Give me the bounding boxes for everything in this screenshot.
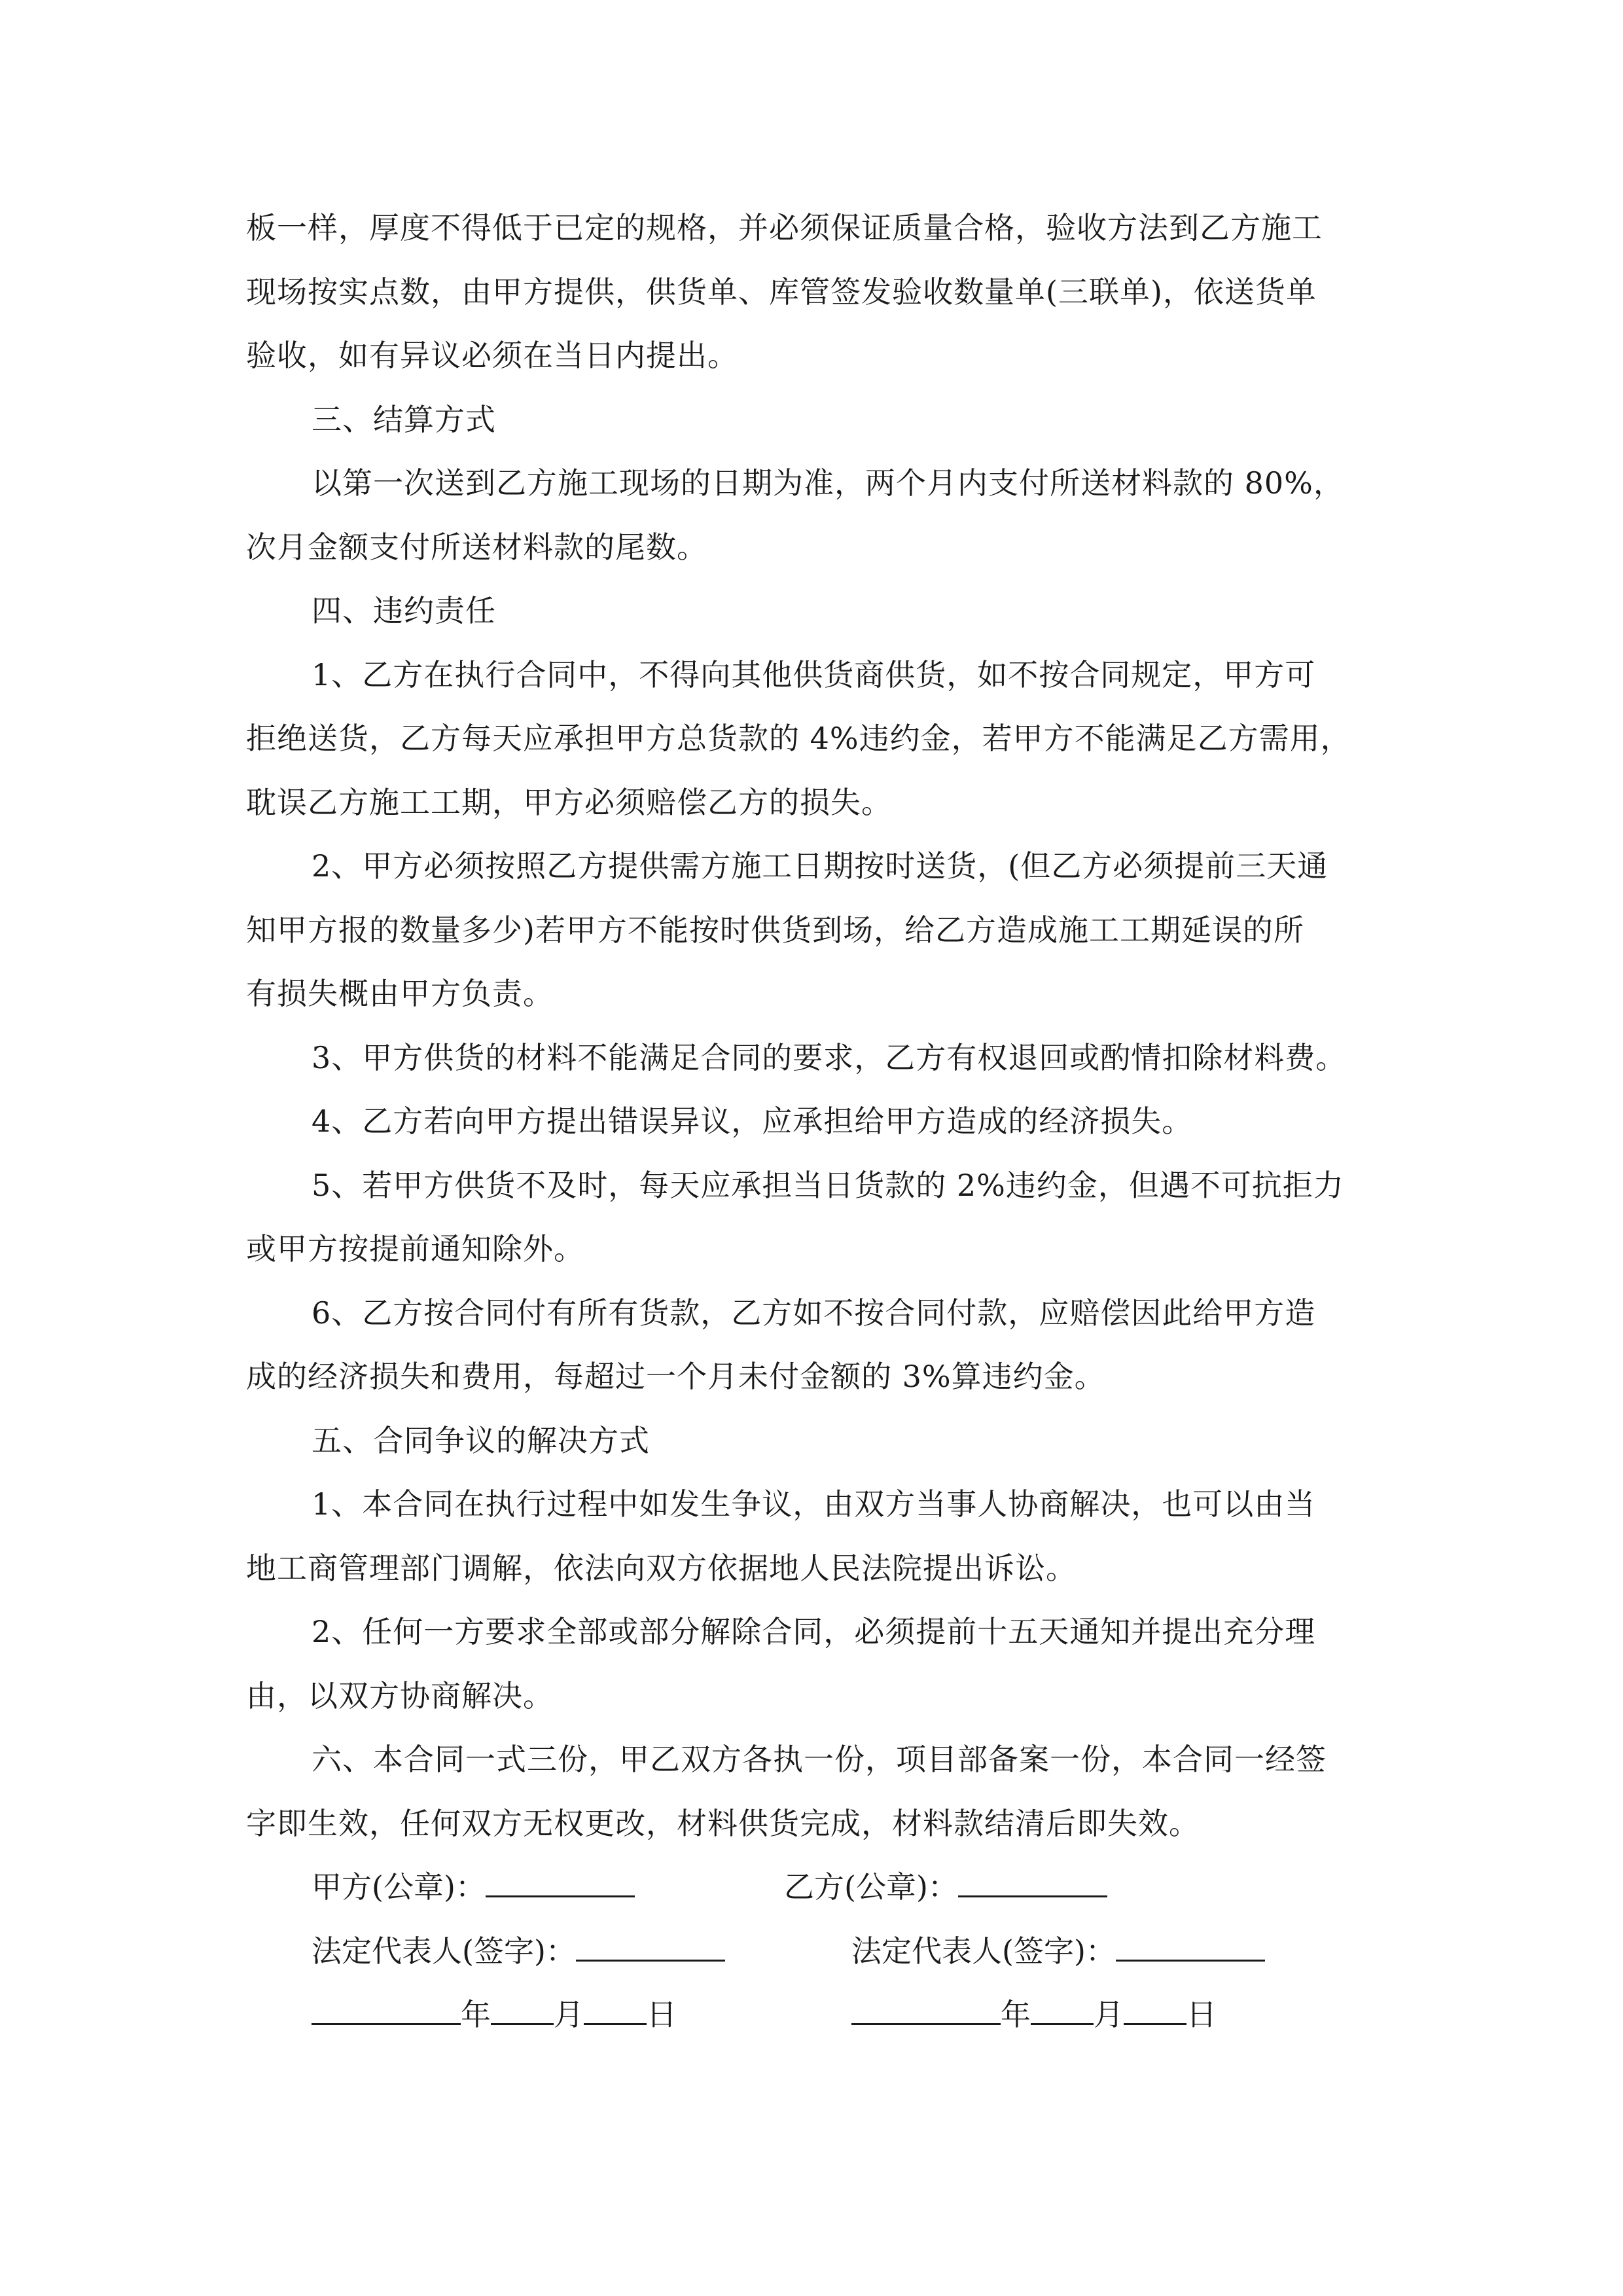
- text-line: 板一样，厚度不得低于已定的规格，并必须保证质量合格，验收方法到乙方施工: [246, 210, 1323, 245]
- text-line: 字即生效，任何双方无权更改，材料供货完成，材料款结清后即失效。: [246, 1805, 1200, 1841]
- text-line: 验收，如有异议必须在当日内提出。: [246, 338, 738, 373]
- clause-line: 3、甲方供货的材料不能满足合同的要求，乙方有权退回或酌情扣除材料费。: [312, 1039, 1347, 1075]
- text-line: 耽误乙方施工工期，甲方必须赔偿乙方的损失。: [246, 784, 892, 820]
- year-label: 年: [1001, 1997, 1031, 2032]
- text-line: 次月金额支付所送材料款的尾数。: [246, 529, 707, 565]
- party-b-seal-label: 乙方(公章)：: [784, 1869, 958, 1905]
- party-a-month-blank: [491, 1990, 554, 2025]
- signature-row-seal: [246, 1856, 1385, 1920]
- section-heading-settlement: 三、结算方式: [312, 401, 496, 437]
- signature-row-rep: [246, 1920, 1385, 1984]
- party-a-rep: [312, 1920, 725, 1984]
- party-a-year-blank: [312, 1990, 461, 2025]
- text-line: 知甲方报的数量多少)若甲方不能按时供货到场，给乙方造成施工工期延误的所: [246, 912, 1304, 948]
- day-label: 日: [1186, 1997, 1217, 2032]
- day-label: 日: [647, 1997, 677, 2032]
- party-a-rep-blank: [576, 1927, 725, 1962]
- contract-body: [246, 196, 1385, 2047]
- text-line: 由，以双方协商解决。: [246, 1677, 554, 1713]
- party-b-date: [851, 1983, 1217, 2047]
- section-heading-liability: 四、违约责任: [312, 593, 496, 628]
- clause-line: 1、乙方在执行合同中，不得向其他供货商供货，如不按合同规定，甲方可: [312, 656, 1316, 692]
- section-heading-dispute: 五、合同争议的解决方式: [312, 1422, 650, 1458]
- party-b-month-blank: [1031, 1990, 1094, 2025]
- clause-line: 1、本合同在执行过程中如发生争议，由双方当事人协商解决，也可以由当: [312, 1486, 1316, 1522]
- party-b-seal-blank: [958, 1863, 1107, 1897]
- party-a-seal-blank: [486, 1863, 635, 1897]
- party-a-date: [312, 1983, 677, 2047]
- text-line: 现场按实点数，由甲方提供，供货单、库管签发验收数量单(三联单)，依送货单: [246, 274, 1317, 310]
- party-b-seal: [784, 1856, 1107, 1920]
- party-a-seal-label: 甲方(公章)：: [312, 1869, 486, 1905]
- clause-line: 5、若甲方供货不及时，每天应承担当日货款的 2%违约金，但遇不可抗拒力: [312, 1167, 1344, 1203]
- month-label: 月: [554, 1997, 584, 2032]
- party-a-seal: [312, 1856, 635, 1920]
- party-b-rep: [851, 1920, 1265, 1984]
- party-b-rep-label: 法定代表人(签字)：: [851, 1933, 1116, 1969]
- party-b-rep-blank: [1116, 1927, 1265, 1962]
- clause-line: 4、乙方若向甲方提出错误异议，应承担给甲方造成的经济损失。: [312, 1103, 1193, 1139]
- month-label: 月: [1094, 1997, 1124, 2032]
- text-line: 有损失概由甲方负责。: [246, 976, 554, 1011]
- party-a-rep-label: 法定代表人(签字)：: [312, 1933, 576, 1969]
- clause-line: 2、任何一方要求全部或部分解除合同，必须提前十五天通知并提出充分理: [312, 1614, 1316, 1649]
- text-line: 成的经济损失和费用，每超过一个月未付金额的 3%算违约金。: [246, 1359, 1105, 1394]
- text-line: 或甲方按提前通知除外。: [246, 1231, 584, 1266]
- party-b-year-blank: [851, 1990, 1001, 2025]
- party-a-day-blank: [584, 1990, 647, 2025]
- text-line: 拒绝送货，乙方每天应承担甲方总货款的 4%违约金，若甲方不能满足乙方需用，: [246, 721, 1351, 756]
- text-line: 地工商管理部门调解，依法向双方依据地人民法院提出诉讼。: [246, 1550, 1077, 1586]
- clause-line: 6、乙方按合同付有所有货款，乙方如不按合同付款，应赔偿因此给甲方造: [312, 1295, 1316, 1331]
- text-line: 以第一次送到乙方施工现场的日期为准，两个月内支付所送材料款的 80%，: [312, 465, 1344, 501]
- clause-line: 2、甲方必须按照乙方提供需方施工日期按时送货，(但乙方必须提前三天通: [312, 848, 1329, 884]
- party-b-day-blank: [1124, 1990, 1186, 2025]
- signature-row-date: [246, 1983, 1385, 2047]
- section-heading-copies: 六、本合同一式三份，甲乙双方各执一份，项目部备案一份，本合同一经签: [312, 1742, 1327, 1777]
- year-label: 年: [461, 1997, 491, 2032]
